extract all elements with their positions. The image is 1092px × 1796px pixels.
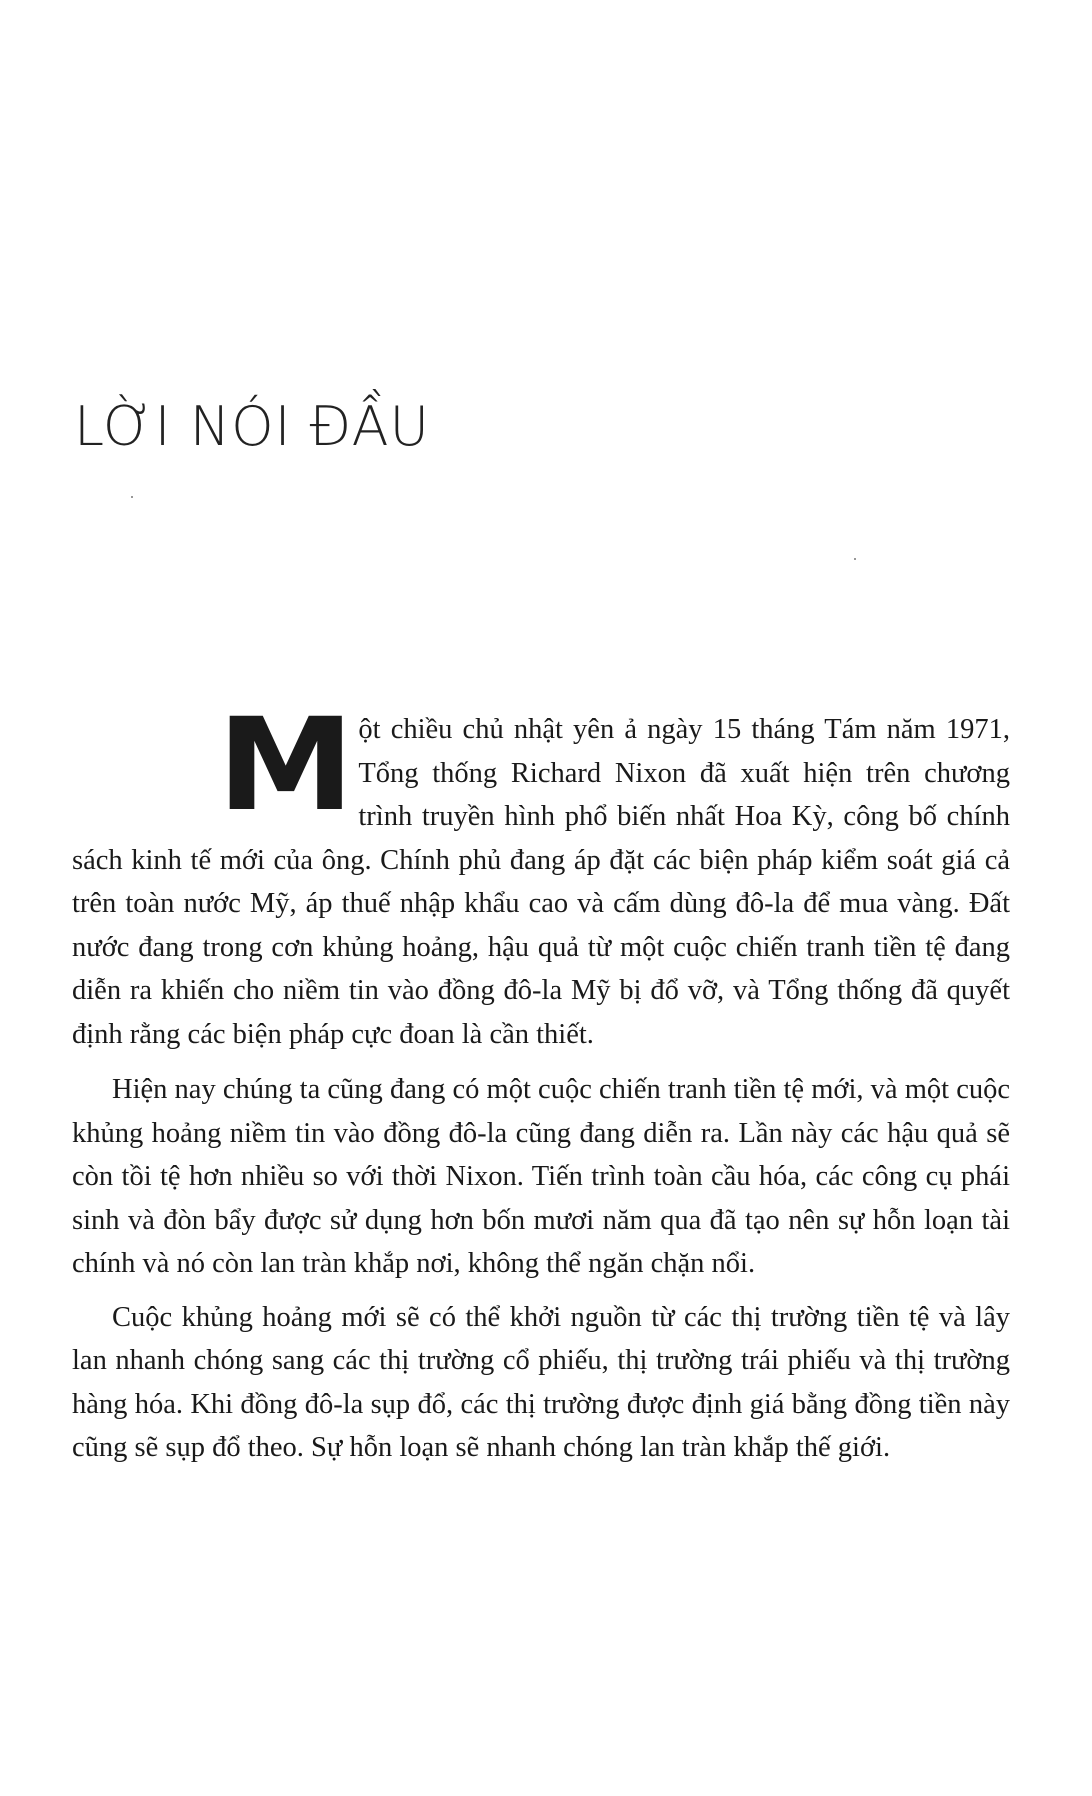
scan-speck <box>854 558 856 560</box>
paragraph-2: Hiện nay chúng ta cũng đang có một cuộc chiến tranh tiền tệ mới, và một cuộc khủng hoảng niềm tin vào đồng đô-la cũng đang diễn ra. Lần này các hậu quả sẽ còn tồi tệ hơn nhiều so với thời Nixon. Tiến trình toàn cầu hóa, các công cụ phái sinh và đòn bẩy được sử dụng hơn bốn mươi năm qua đã tạo nên sự hỗn loạn tài chính và nó còn lan tràn khắp nơi, không thể ngăn chặn nổi. <box>72 1074 1010 1279</box>
paragraph-1-text: ột chiều chủ nhật yên ả ngày 15 tháng Tám năm 1971, Tổng thống Richard Nixon đã xuất hiện trên chương trình truyền hình phổ biến nhất Hoa Kỳ, công bố chính sách kinh tế mới của ông. Chính phủ đang áp đặt các biện pháp kiểm soát giá cả trên toàn nước Mỹ, áp thuế nhập khẩu cao và cấm dùng đô-la để mua vàng. Đất nước đang trong cơn khủng hoảng, hậu quả từ một cuộc chiến tranh tiền tệ đang diễn ra khiến cho niềm tin vào đồng đô-la Mỹ bị đổ vỡ, và Tổng thống đã quyết định rằng các biện pháp cực đoan là cần thiết. <box>72 714 1010 1050</box>
body-text <box>72 691 1010 1470</box>
scan-speck <box>131 496 133 498</box>
paragraph-1 <box>72 691 1010 1056</box>
chapter-title: LỜI NÓI ĐẦU <box>74 395 431 458</box>
paragraph-3: Cuộc khủng hoảng mới sẽ có thể khởi nguồn từ các thị trường tiền tệ và lây lan nhanh chóng sang các thị trường cổ phiếu, thị trường trái phiếu và thị trường hàng hóa. Khi đồng đô-la sụp đổ, các thị trường được định giá bằng đồng tiền này cũng sẽ sụp đổ theo. Sự hỗn loạn sẽ nhanh chóng lan tràn khắp thế giới. <box>72 1301 1010 1463</box>
drop-cap: M <box>217 691 355 840</box>
